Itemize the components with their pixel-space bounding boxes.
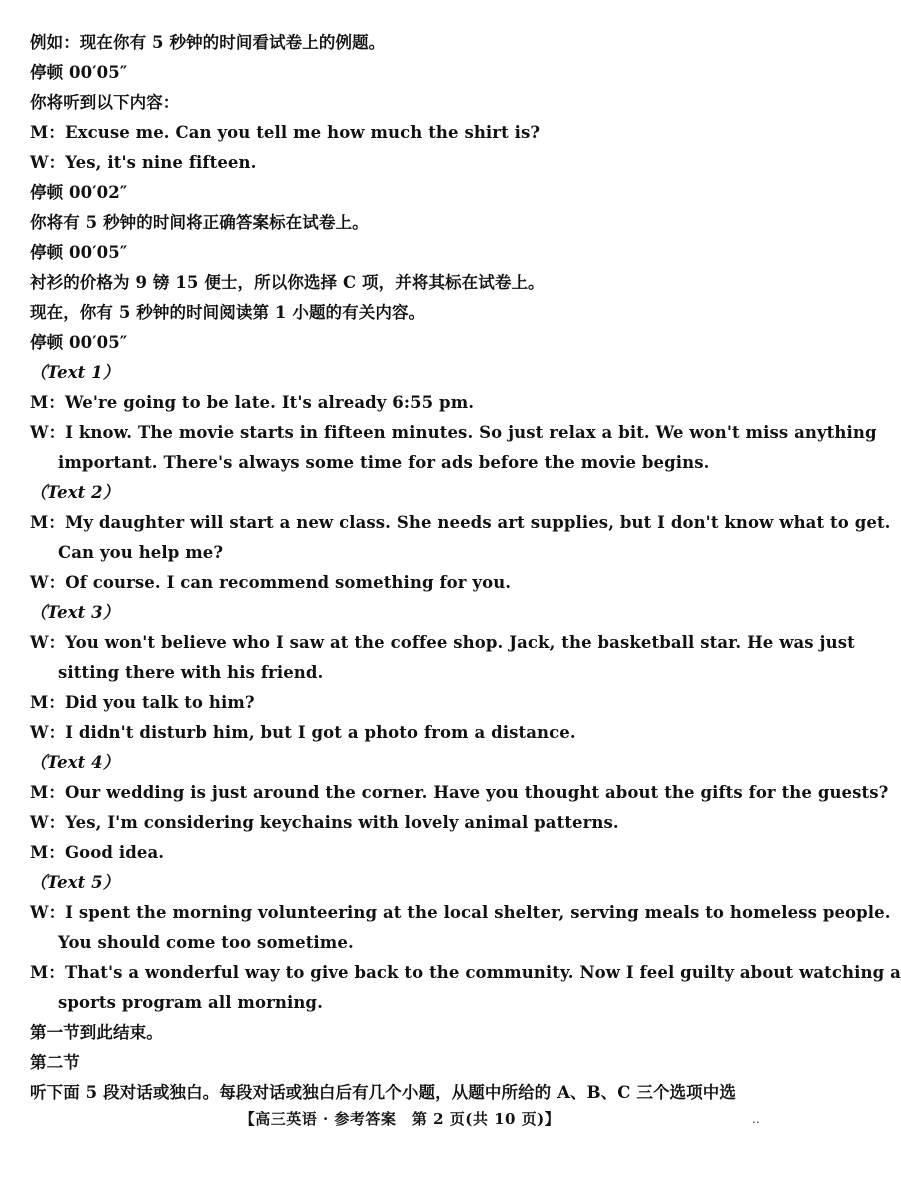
transcript-line: M：Excuse me. Can you tell me how much the shirt is?	[30, 123, 541, 142]
section-label: （Text 1）	[30, 363, 120, 382]
section-label: （Text 2）	[30, 483, 120, 502]
transcript-line: M：Did you talk to him?	[30, 693, 255, 712]
transcript-line: 停顿 00′05″	[30, 63, 128, 82]
page-footer: 【高三英语 · 参考答案 第 2 页(共 10 页)】	[239, 1110, 561, 1128]
transcript-line: 听下面 5 段对话或独白。每段对话或独白后有几个小题，从题中所给的 A、B、C 三个选项中选	[30, 1083, 736, 1102]
transcript-line: W：Yes, it's nine fifteen.	[30, 153, 257, 172]
transcript-line: M：My daughter will start a new class. She needs art supplies, but I don't know what to get.	[30, 513, 891, 532]
transcript-line: W：Yes, I'm considering keychains with lovely animal patterns.	[30, 813, 619, 832]
transcript-line: 第一节到此结束。	[30, 1023, 163, 1042]
transcript-line: Can you help me?	[58, 543, 224, 562]
transcript-line: sports program all morning.	[58, 993, 323, 1012]
transcript-line: W：I know. The movie starts in fifteen minutes. So just relax a bit. We won't miss anything	[30, 423, 877, 442]
transcript-line: M：Our wedding is just around the corner. Have you thought about the gifts for the guests?	[30, 783, 889, 802]
transcript-line: W：I spent the morning volunteering at the local shelter, serving meals to homeless people.	[30, 903, 891, 922]
transcript-document	[30, 28, 901, 1108]
transcript-line: 例如：现在你有 5 秒钟的时间看试卷上的例题。	[30, 33, 386, 52]
transcript-line: 停顿 00′05″	[30, 243, 128, 262]
section-label: （Text 4）	[30, 753, 120, 772]
transcript-line: 停顿 00′02″	[30, 183, 128, 202]
transcript-line: 你将听到以下内容：	[30, 93, 180, 112]
section-label: （Text 3）	[30, 603, 120, 622]
transcript-line: W：You won't believe who I saw at the coffee shop. Jack, the basketball star. He was just	[30, 633, 855, 652]
transcript-line: You should come too sometime.	[58, 933, 354, 952]
transcript-line: M：That's a wonderful way to give back to the community. Now I feel guilty about watching a	[30, 963, 901, 982]
corner-mark: ..	[752, 1112, 760, 1126]
transcript-line: sitting there with his friend.	[58, 663, 324, 682]
transcript-line: 第二节	[30, 1053, 80, 1072]
transcript-line: 现在，你有 5 秒钟的时间阅读第 1 小题的有关内容。	[30, 303, 426, 322]
transcript-line: W：Of course. I can recommend something for you.	[30, 573, 512, 592]
transcript-line: M：Good idea.	[30, 843, 165, 862]
transcript-line: M：We're going to be late. It's already 6:55 pm.	[30, 393, 475, 412]
transcript-line: important. There's always some time for ads before the movie begins.	[58, 453, 710, 472]
section-label: （Text 5）	[30, 873, 120, 892]
transcript-line: 你将有 5 秒钟的时间将正确答案标在试卷上。	[30, 213, 369, 232]
transcript-line: 衬衫的价格为 9 镑 15 便士，所以你选择 C 项，并将其标在试卷上。	[30, 273, 545, 292]
transcript-line: 停顿 00′05″	[30, 333, 128, 352]
transcript-line: W：I didn't disturb him, but I got a photo from a distance.	[30, 723, 576, 742]
